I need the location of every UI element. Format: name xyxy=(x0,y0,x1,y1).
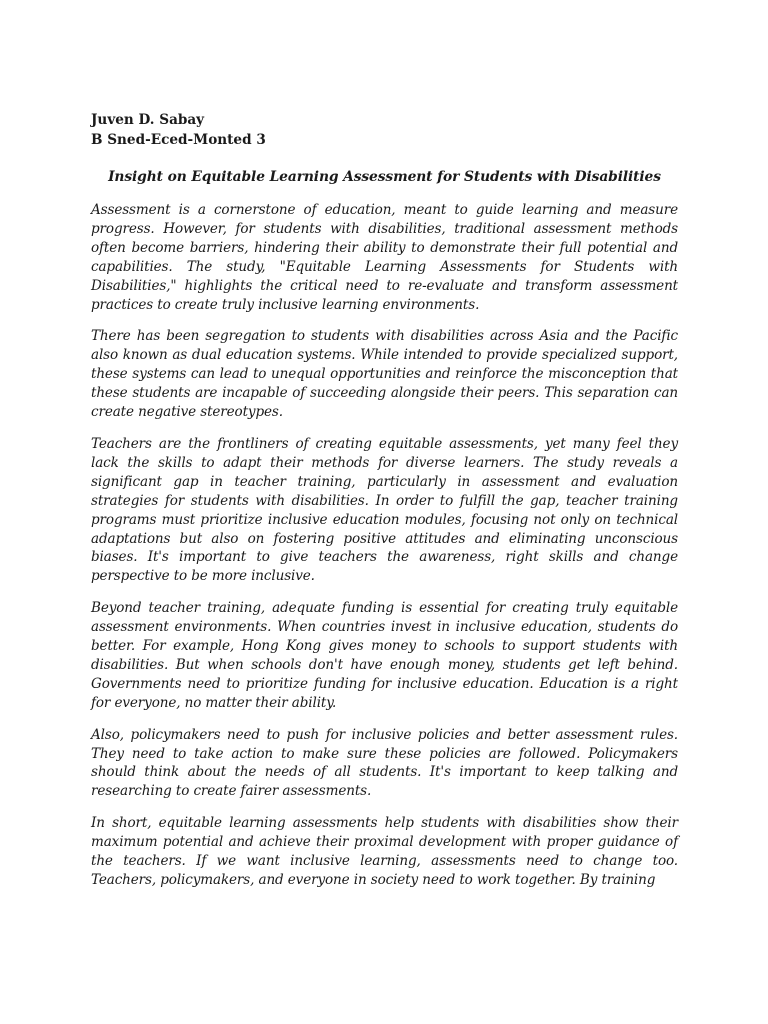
document-title: Insight on Equitable Learning Assessment for Students with Disabilities xyxy=(108,169,661,185)
paragraph-policymakers: Also, policymakers need to push for inclusive policies and better assessment rules. They need to take action to make sure these policies are followed. Policymakers should think about the needs of all students. It's important to keep talking and researching to create fairer assessments. xyxy=(91,726,678,800)
paragraph-segregation: There has been segregation to students with disabilities across Asia and the Pacific also known as dual education systems. While intended to provide specialized support, these systems can lead to unequal opportunities and reinforce the misconception that these students are incapable of succeeding alongside their peers. This separation can create negative stereotypes. xyxy=(91,328,678,421)
paragraph-funding: Beyond teacher training, adequate funding is essential for creating truly equitable assessment environments. When countries invest in inclusive education, students do better. For example, Hong Kong gives money to schools to support students with disabilities. But when schools don't have enough money, students get left behind. Governments need to prioritize funding for inclusive education. Education is a right for everyone, no matter their ability. xyxy=(91,600,678,711)
author-name: Juven D. Sabay xyxy=(91,112,205,128)
paragraph-conclusion: In short, equitable learning assessments help students with disabilities show their maximum potential and achieve their proximal development with proper guidance of the teachers. If we want inclusive learning, assessments need to change too. Teachers, policymakers, and everyone in society need to work together. By training xyxy=(91,815,678,888)
paragraph-intro: Assessment is a cornerstone of education, meant to guide learning and measure progress. However, for students with disabilities, traditional assessment methods often become barriers, hindering their ability to demonstrate their full potential and capabilities. The study, "Equitable Learning Assessments for Students with Disabilities," highlights the critical need to re-evaluate and transform assessment practices to create truly inclusive learning environments. xyxy=(91,202,678,313)
paragraph-teachers: Teachers are the frontliners of creating equitable assessments, yet many feel they lack the skills to adapt their methods for diverse learners. The study reveals a significant gap in teacher training, particularly in assessment and evaluation strategies for students with disabilities. In order to fulfill the gap, teacher training programs must prioritize inclusive education modules, focusing not only on technical adaptations but also on fostering positive attitudes and eliminating unconscious biases. It's important to give teachers the awareness, right skills and change perspective to be more inclusive. xyxy=(91,435,678,585)
course-section: B Sned-Eced-Monted 3 xyxy=(91,132,266,148)
document-page xyxy=(91,110,678,890)
